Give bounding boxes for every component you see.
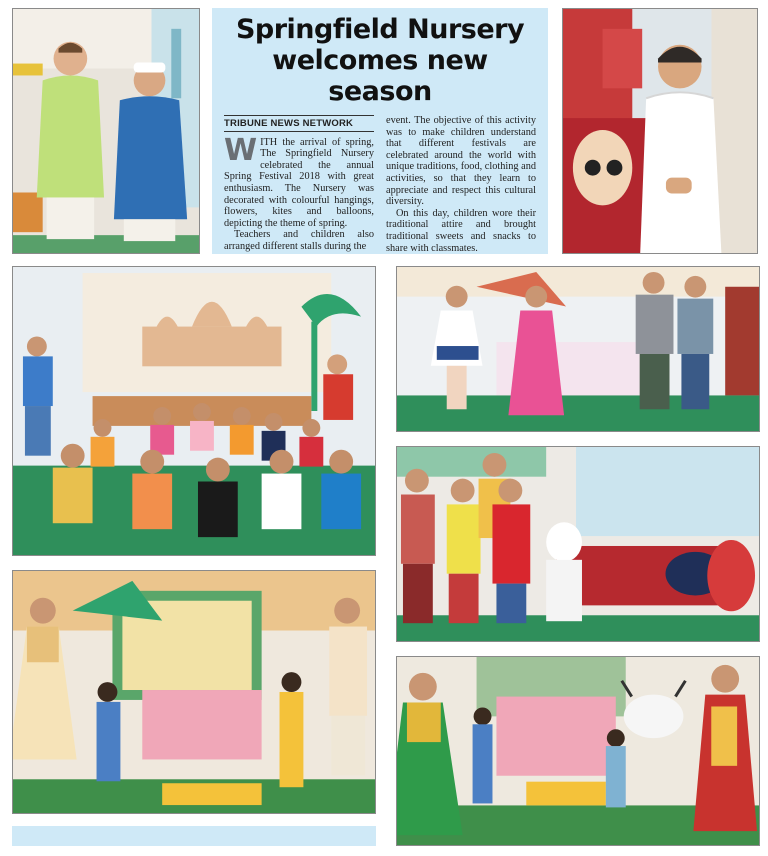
headline	[224, 14, 536, 107]
photo-girl-green-sari	[396, 656, 760, 846]
article-column-1	[224, 115, 374, 254]
photo-onam-stall	[12, 570, 376, 814]
article-block	[212, 8, 548, 254]
photo-four-kids-table	[396, 266, 760, 432]
photo-boy-white-kurta	[562, 8, 758, 254]
bottom-band	[12, 826, 376, 846]
article-column-2	[386, 115, 536, 254]
headline-line-1: Springfield Nursery	[235, 14, 525, 45]
paragraph-2: Teachers and children also arranged different stalls during the	[224, 229, 374, 252]
headline-line-2: welcomes new season	[272, 45, 488, 107]
photo-two-boys-kurtas	[12, 8, 200, 254]
byline: TRIBUNE NEWS NETWORK	[224, 115, 374, 132]
paragraph-3: event. The objective of this activity was to make children understand that different festivals are celebrated around the world with unique traditions, food, clothing and activities, so that they learn to appreciate and respect this cultural diversity.	[386, 115, 536, 208]
photo-group-eid-stall	[12, 266, 376, 556]
paragraph-1: ITH the arrival of spring, The Springfield Nursery celebrated the annual Spring Festival 2018 with great enthusiasm. The Nursery was decorated with colourful hangings, flowers, kites and balloons, depicting the theme of spring.	[224, 136, 374, 229]
dropcap: W	[224, 132, 258, 168]
photo-kids-red-outfits	[396, 446, 760, 642]
paragraph-4: On this day, children wore their traditional attire and brought traditional sweets and snacks to share with classmates.	[386, 207, 536, 254]
